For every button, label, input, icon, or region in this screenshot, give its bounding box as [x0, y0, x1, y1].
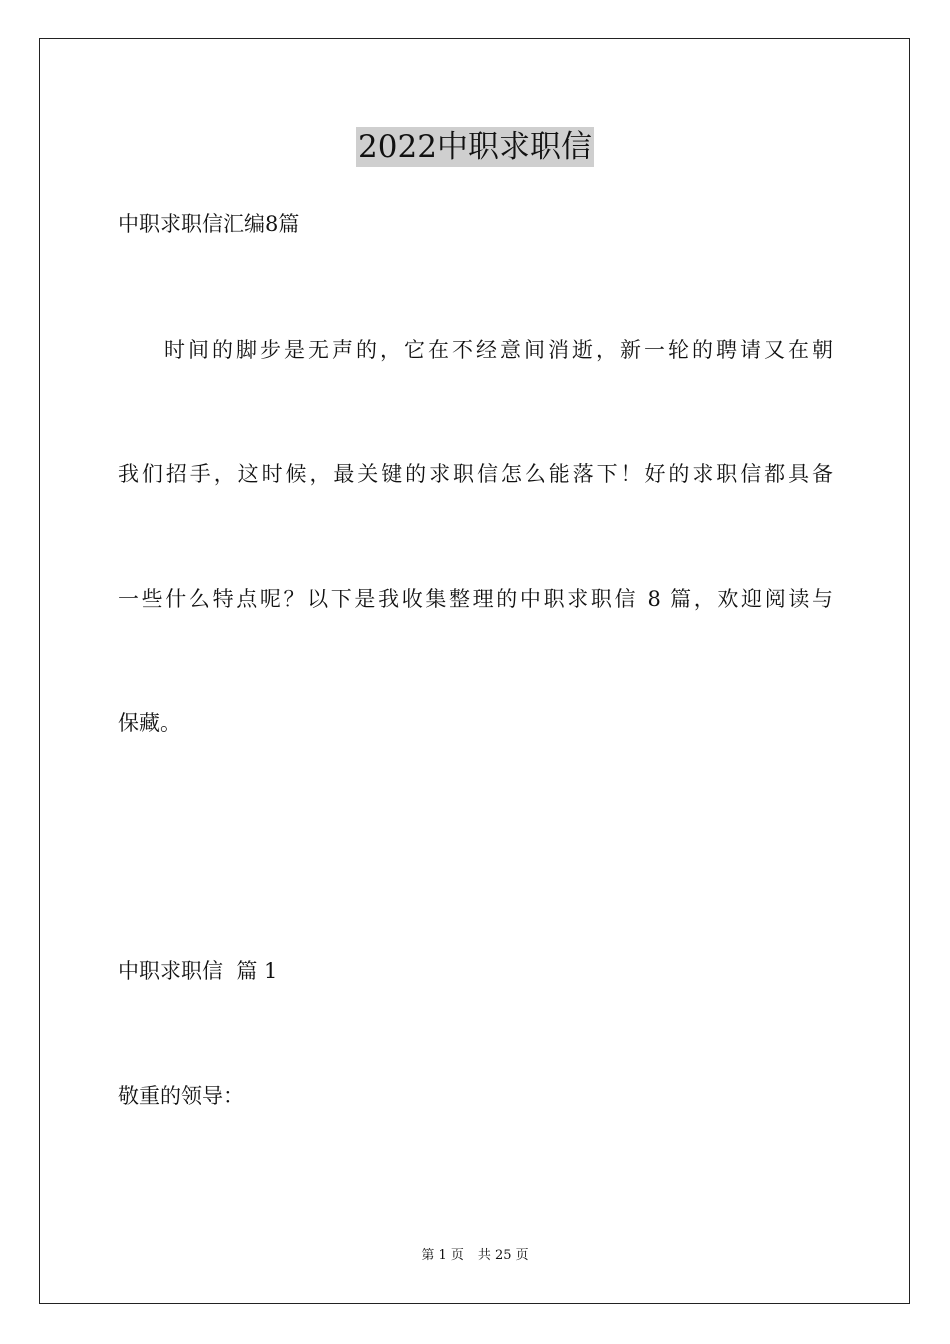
salutation: 敬重的领导： — [118, 1084, 244, 1108]
intro-line-2: 我们招手，这时候，最关键的求职信怎么能落下！好的求职信都具备 — [118, 462, 833, 486]
page-footer — [0, 1247, 950, 1265]
intro-line-1: 时间的脚步是无声的，它在不经意间消逝，新一轮的聘请又在朝 — [164, 338, 833, 362]
title-container — [0, 127, 950, 167]
page-total: 共 25 页 — [477, 1248, 529, 1263]
intro-line-3: 一些什么特点呢？以下是我收集整理的中职求职信 8 篇，欢迎阅读与 — [118, 587, 833, 611]
page-number: 第 1 页 — [421, 1248, 464, 1263]
intro-line-4: 保藏。 — [118, 711, 181, 735]
document-title: 2022中职求职信 — [358, 129, 592, 165]
document-subtitle: 中职求职信汇编8篇 — [118, 212, 300, 236]
section-heading: 中职求职信 篇 1 — [118, 959, 278, 983]
